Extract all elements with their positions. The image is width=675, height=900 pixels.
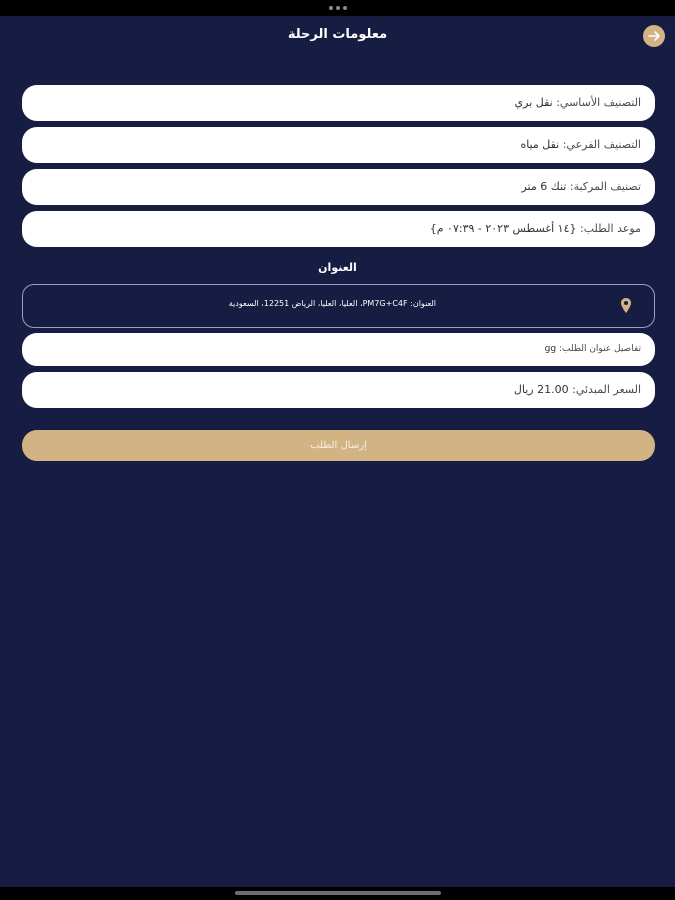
field-value: gg bbox=[544, 344, 557, 354]
field-value: نقل بري bbox=[514, 96, 553, 109]
field-label: السعر المبدئي: bbox=[572, 383, 641, 396]
field-label: التصنيف الأساسي: bbox=[556, 96, 641, 109]
field-value: تنك 6 متر bbox=[521, 180, 567, 193]
submit-request-button[interactable]: إرسال الطلب bbox=[22, 430, 655, 461]
address-text bbox=[229, 299, 436, 308]
main-category-field bbox=[22, 85, 655, 121]
field-label: التصنيف الفرعي: bbox=[562, 138, 641, 151]
address-details-field[interactable] bbox=[22, 333, 655, 366]
address-heading: العنوان bbox=[318, 261, 357, 274]
location-pin-icon bbox=[620, 297, 632, 315]
field-label: تفاصيل عنوان الطلب: bbox=[558, 344, 641, 354]
home-indicator[interactable] bbox=[235, 891, 441, 895]
field-value: 21.00 ريال bbox=[513, 383, 569, 396]
initial-price-field bbox=[22, 372, 655, 408]
arrow-right-icon bbox=[647, 29, 661, 43]
back-button[interactable] bbox=[643, 25, 665, 47]
field-label: تصنيف المركبة: bbox=[569, 180, 641, 193]
page-title: معلومات الرحلة bbox=[287, 27, 388, 42]
status-bar bbox=[0, 0, 675, 16]
address-value: PM7G+C4F، العليا، العليا، الرياض 12251، السعودية bbox=[228, 299, 408, 308]
sub-category-field bbox=[22, 127, 655, 163]
vehicle-category-field bbox=[22, 169, 655, 205]
field-label: موعد الطلب: bbox=[580, 222, 641, 235]
address-label: العنوان: bbox=[410, 299, 436, 308]
field-value: نقل مياه bbox=[520, 138, 560, 151]
header bbox=[0, 16, 675, 56]
request-time-field bbox=[22, 211, 655, 247]
address-picker[interactable] bbox=[22, 284, 655, 328]
field-value: {١٤ أغسطس ٢٠٢٣ - ٠٧:٣٩ م} bbox=[429, 222, 577, 235]
multitasking-dots-icon[interactable] bbox=[329, 6, 347, 10]
